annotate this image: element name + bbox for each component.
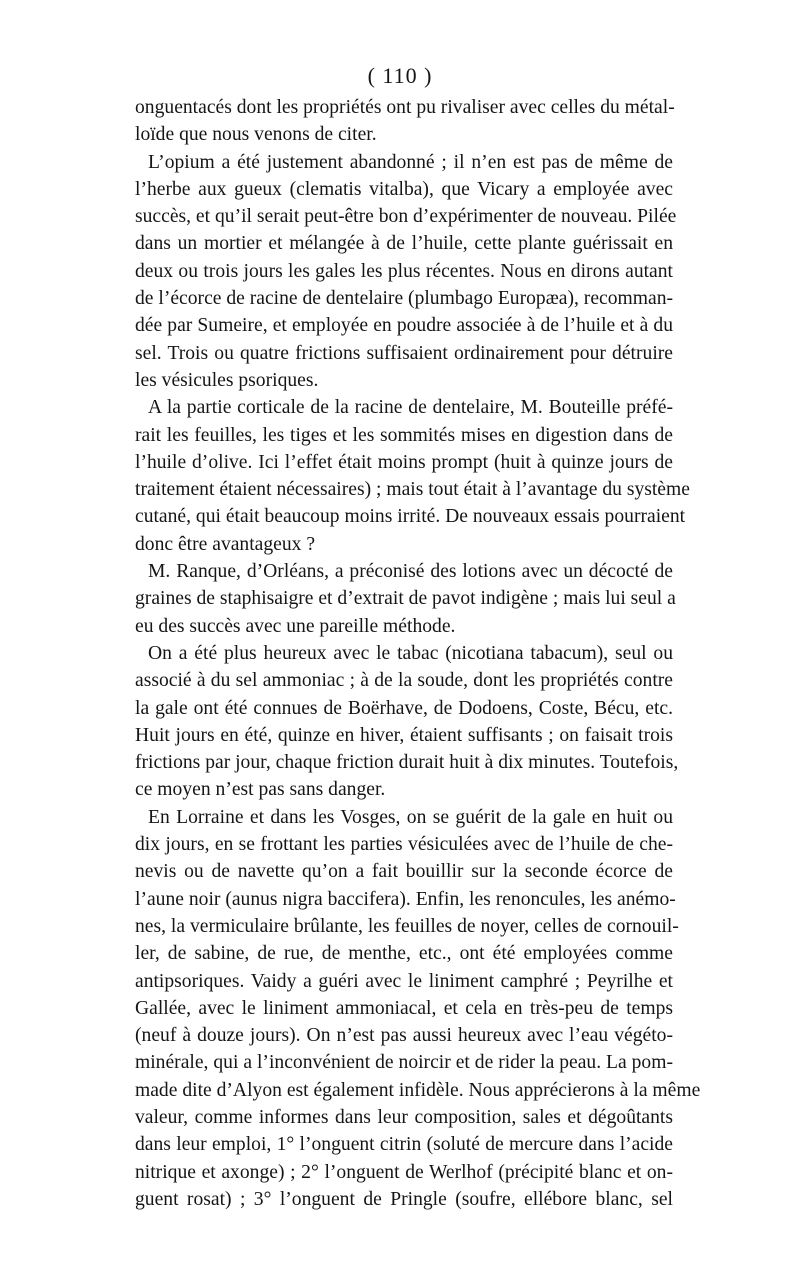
text-line: donc être avantageux ? — [135, 533, 316, 555]
page-number: ( 110 ) — [367, 63, 433, 88]
text-line: dans leur emploi, 1° l’onguent citrin (soluté de mercure dans l’acide — [135, 1134, 673, 1156]
text-line: Huit jours en été, quinze en hiver, étaient suffisants ; on faisait trois — [135, 724, 673, 746]
text-line: A la partie corticale de la racine de dentelaire, M. Bouteille préfé- — [148, 397, 673, 419]
text-line: On a été plus heureux avec le tabac (nicotiana tabacum), seul ou — [148, 642, 673, 664]
text-line: traitement étaient nécessaires) ; mais tout était à l’avantage du système — [135, 479, 690, 501]
text-line: Gallée, avec le liniment ammoniacal, et cela en très-peu de temps — [135, 997, 673, 1019]
text-line: succès, et qu’il serait peut-être bon d’expérimenter de nouveau. Pilée — [135, 206, 677, 228]
text-line: nevis ou de navette qu’on a fait bouillir sur la seconde écorce de — [135, 861, 673, 883]
text-line: dée par Sumeire, et employée en poudre associée à de l’huile et à du — [135, 315, 673, 337]
text-line: cutané, qui était beaucoup moins irrité. De nouveaux essais pourraient — [135, 506, 686, 528]
text-line: l’huile d’olive. Ici l’effet était moins prompt (huit à quinze jours de — [135, 451, 673, 473]
text-line: sel. Trois ou quatre frictions suffisaient ordinairement pour détruire — [135, 342, 673, 364]
text-line: antipsoriques. Vaidy a guéri avec le liniment camphré ; Peyrilhe et — [135, 970, 673, 992]
text-line: l’herbe aux gueux (clematis vitalba), que Vicary a employée avec — [135, 178, 673, 200]
body-text — [135, 94, 701, 1213]
text-line: loïde que nous venons de citer. — [135, 124, 377, 146]
text-line: de l’écorce de racine de dentelaire (plumbago Europæa), recomman- — [135, 288, 674, 310]
text-line: L’opium a été justement abandonné ; il n’en est pas de même de — [148, 151, 673, 173]
text-line: la gale ont été connues de Boërhave, de Dodoens, Coste, Bécu, etc. — [135, 697, 673, 719]
text-line: associé à du sel ammoniac ; à de la soude, dont les propriétés contre — [135, 670, 673, 692]
text-line: made dite d’Alyon est également infidèle. Nous apprécierons à la même — [135, 1079, 701, 1101]
text-line: l’aune noir (aunus nigra baccifera). Enfin, les renoncules, les anémo- — [135, 888, 676, 910]
text-line: rait les feuilles, les tiges et les sommités mises en digestion dans de — [135, 424, 673, 446]
text-line: minérale, qui a l’inconvénient de noircir et de rider la peau. La pom- — [135, 1052, 673, 1074]
text-line: onguentacés dont les propriétés ont pu rivaliser avec celles du métal- — [135, 97, 675, 118]
text-line: ler, de sabine, de rue, de menthe, etc., ont été employées comme — [135, 943, 673, 965]
text-line: dix jours, en se frottant les parties vésiculées avec de l’huile de che- — [135, 834, 673, 856]
text-line: ce moyen n’est pas sans danger. — [135, 779, 386, 801]
text-line: guent rosat) ; 3° l’onguent de Pringle (soufre, ellébore blanc, sel — [135, 1188, 673, 1210]
text-line: M. Ranque, d’Orléans, a préconisé des lotions avec un décocté de — [148, 561, 673, 583]
text-line: nitrique et axonge) ; 2° l’onguent de Werlhof (précipité blanc et on- — [135, 1161, 673, 1183]
text-line: dans un mortier et mélangée à de l’huile, cette plante guérissait en — [135, 233, 673, 255]
text-line: (neuf à douze jours). On n’est pas aussi heureux avec l’eau végéto- — [135, 1025, 673, 1047]
text-line: graines de staphisaigre et d’extrait de pavot indigène ; mais lui seul a — [135, 588, 676, 610]
text-line: En Lorraine et dans les Vosges, on se guérit de la gale en huit ou — [148, 806, 673, 828]
text-line: nes, la vermiculaire brûlante, les feuilles de noyer, celles de cornouil- — [135, 915, 679, 937]
text-line: les vésicules psoriques. — [135, 369, 319, 391]
text-line: valeur, comme informes dans leur composition, sales et dégoûtants — [135, 1106, 673, 1128]
text-line: eu des succès avec une pareille méthode. — [135, 615, 456, 637]
text-line: deux ou trois jours les gales les plus récentes. Nous en dirons autant — [135, 260, 673, 282]
text-line: frictions par jour, chaque friction durait huit à dix minutes. Toutefois, — [135, 752, 679, 774]
